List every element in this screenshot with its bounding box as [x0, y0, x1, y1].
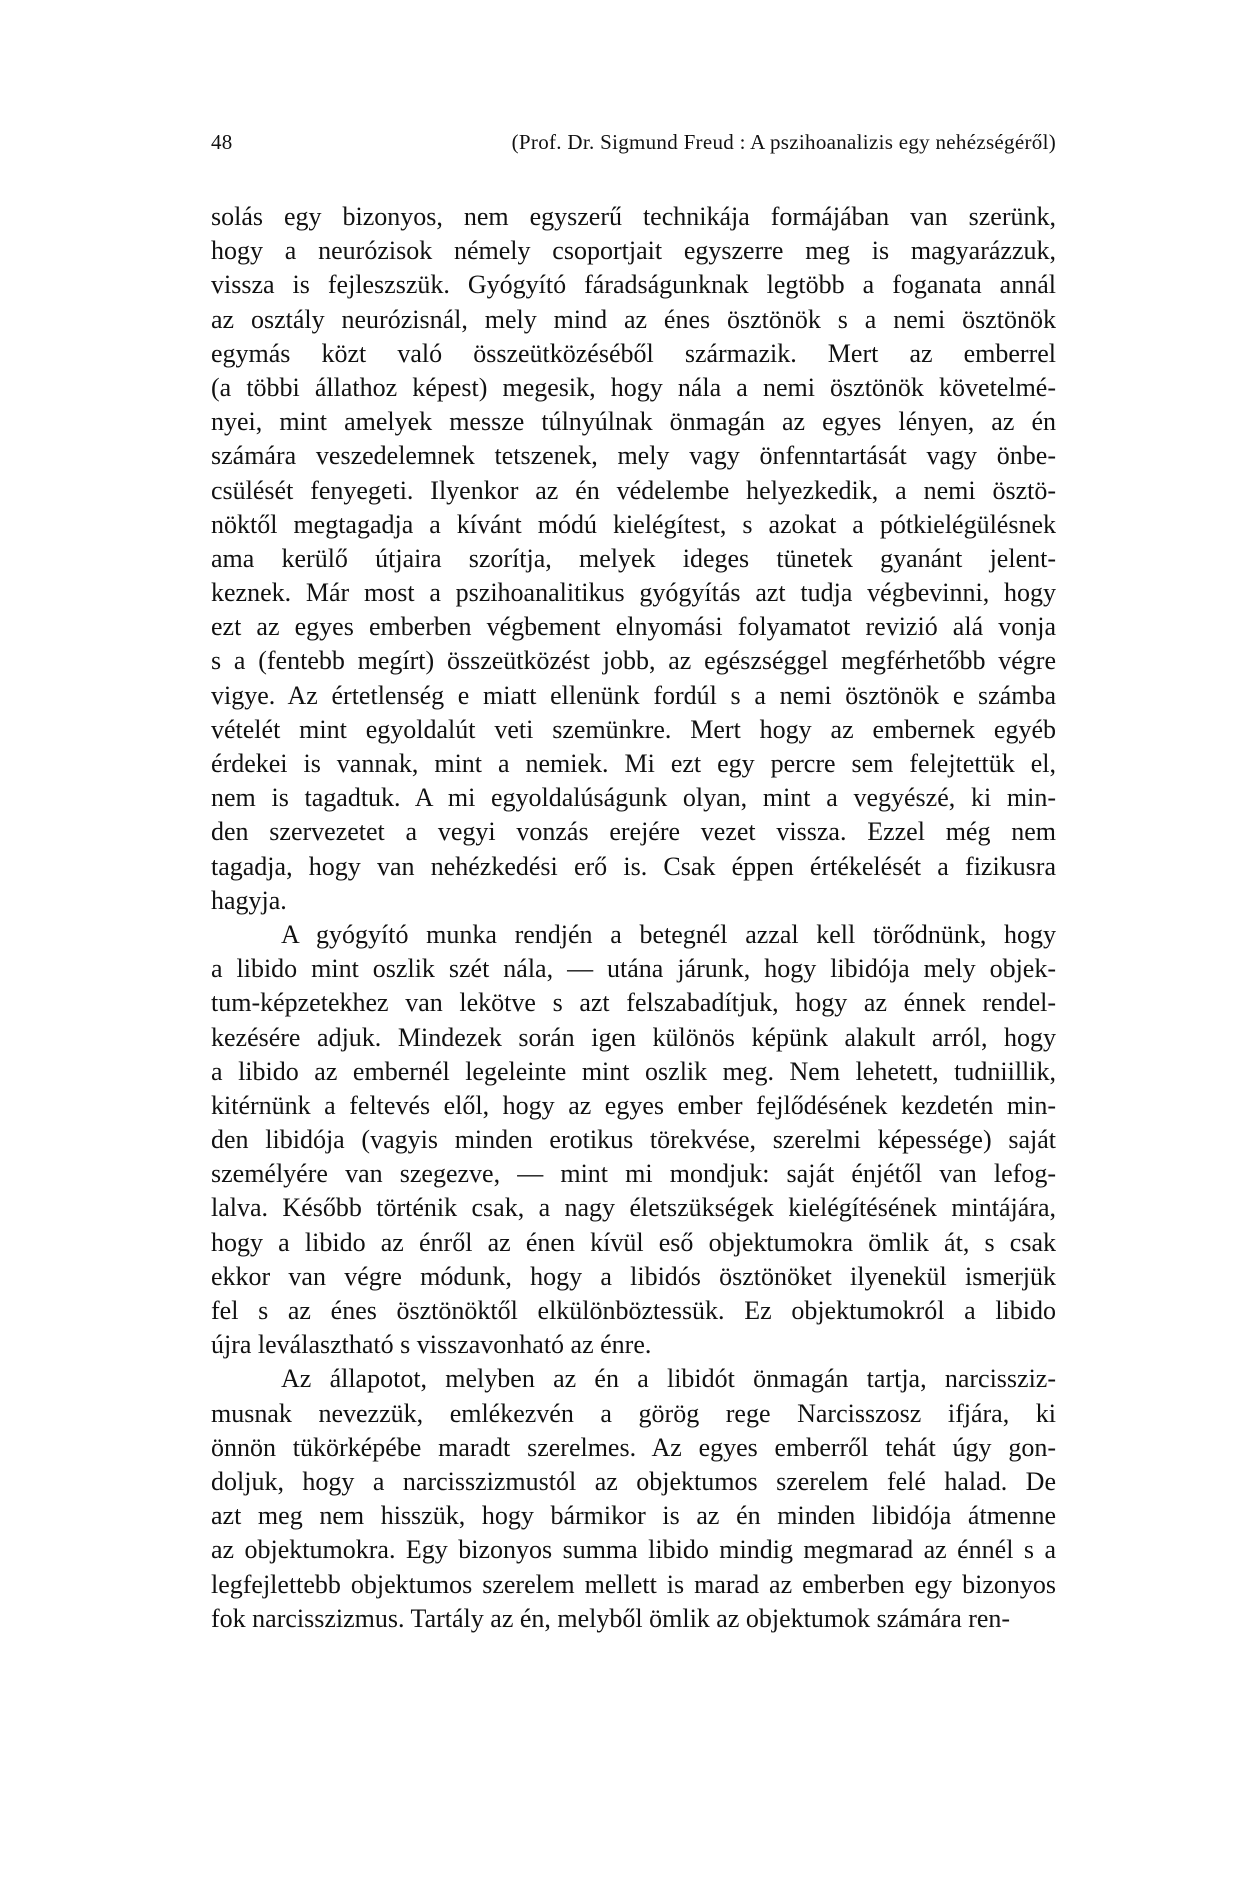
paragraph	[211, 918, 1056, 1362]
text-line: a libido mint oszlik szét nála, — utána járunk, hogy libidója mely objek-	[211, 954, 1056, 984]
text-line: legfejlettebb objektumos szerelem mellett is marad az emberben egy bizonyos	[211, 1569, 1056, 1599]
text-line: fok narcisszizmus. Tartály az én, melyből ömlik az objektumok számára ren-	[211, 1603, 1011, 1633]
text-line: keznek. Már most a pszihoanalitikus gyógyítás azt tudja végbevinni, hogy	[211, 578, 1056, 608]
text-line: azt meg nem hisszük, hogy bármikor is az én minden libidója átmenne	[211, 1501, 1056, 1531]
text-line: a libido az embernél legeleinte mint oszlik meg. Nem lehetett, tudniillik,	[211, 1056, 1056, 1086]
text-line: számára veszedelemnek tetszenek, mely vagy önfenntartását vagy önbe-	[211, 441, 1056, 471]
text-line: Az állapotot, melyben az én a libidót önmagán tartja, narcissziz-	[281, 1364, 1056, 1394]
text-line: solás egy bizonyos, nem egyszerű technikája formájában van szerünk,	[211, 202, 1056, 231]
text-line: s a (fentebb megírt) összeütközést jobb, az egészséggel megférhetőbb végre	[211, 646, 1056, 676]
text-line: kitérnünk a feltevés elől, hogy az egyes ember fejlődésének kezdetén min-	[211, 1090, 1056, 1120]
text-line: kezésére adjuk. Mindezek során igen különös képünk alakult arról, hogy	[211, 1022, 1056, 1052]
text-line: tagadja, hogy van nehézkedési erő is. Csak éppen értékelését a fizikusra	[211, 851, 1056, 881]
text-line: nyei, mint amelyek messze túlnyúlnak önmagán az egyes lényen, az én	[211, 407, 1056, 437]
text-line: nem is tagadtuk. A mi egyoldalúságunk olyan, mint a vegyészé, ki min-	[211, 783, 1056, 813]
text-line: den szervezetet a vegyi vonzás erejére vezet vissza. Ezzel még nem	[211, 817, 1056, 847]
text-line: érdekei is vannak, mint a nemiek. Mi ezt egy percre sem felejtettük el,	[211, 749, 1056, 778]
text-line: den libidója (vagyis minden erotikus törekvése, szerelmi képessége) saját	[211, 1125, 1056, 1155]
text-line: ezt az egyes emberben végbement elnyomási folyamatot revizió alá vonja	[211, 612, 1056, 642]
text-line: az osztály neurózisnál, mely mind az énes ösztönök s a nemi ösztönök	[211, 304, 1056, 334]
text-line: tum-képzetekhez van lekötve s azt felszabadítjuk, hogy az énnek rendel-	[211, 988, 1056, 1018]
text-line: egymás közt való összeütközéséből származik. Mert az emberrel	[211, 338, 1056, 368]
text-line: nöktől megtagadja a kívánt módú kielégítest, s azokat a pótkielégülésnek	[211, 509, 1056, 539]
text-line: ekkor van végre módunk, hogy a libidós ösztönöket ilyenekül ismerjük	[211, 1261, 1056, 1291]
text-line: ama kerülő útjaira szorítja, melyek ideges tünetek gyanánt jelent-	[211, 543, 1056, 573]
running-title: (Prof. Dr. Sigmund Freud : A pszihoanalizis egy nehézségéről)	[511, 130, 1056, 154]
text-line: vigye. Az értetlenség e miatt ellenünk fordúl s a nemi ösztönök e számba	[211, 680, 1056, 710]
text-line: musnak nevezzük, emlékezvén a görög rege Narcisszosz ifjára, ki	[211, 1398, 1056, 1428]
paragraph	[211, 1362, 1056, 1636]
page-header	[211, 130, 1056, 160]
text-line: újra leválasztható s visszavonható az énre.	[211, 1330, 652, 1360]
text-line: hogy a libido az énről az énen kívül eső objektumokra ömlik át, s csak	[211, 1227, 1056, 1257]
page-number: 48	[211, 130, 233, 154]
text-line: vissza is fejleszszük. Gyógyító fáradságunknak legtöbb a foganata annál	[211, 270, 1056, 300]
text-line: vételét mint egyoldalút veti szemünkre. Mert hogy az embernek egyéb	[211, 714, 1056, 744]
text-line: hagyja.	[211, 885, 287, 915]
body-text	[211, 200, 1056, 1636]
text-line: önnön tükörképébe maradt szerelmes. Az egyes emberről tehát úgy gon-	[211, 1432, 1056, 1462]
text-line: fel s az énes ösztönöktől elkülönböztessük. Ez objektumokról a libido	[211, 1296, 1056, 1325]
text-line: hogy a neurózisok némely csoportjait egyszerre meg is magyarázzuk,	[211, 236, 1056, 266]
text-line: (a többi állathoz képest) megesik, hogy nála a nemi ösztönök követelmé-	[211, 372, 1056, 402]
paragraph	[211, 200, 1056, 918]
text-line: doljuk, hogy a narcisszizmustól az objektumos szerelem felé halad. De	[211, 1466, 1056, 1496]
text-line: az objektumokra. Egy bizonyos summa libido mindig megmarad az énnél s a	[211, 1535, 1056, 1565]
text-line: személyére van szegezve, — mint mi mondjuk: saját énjétől van lefog-	[211, 1159, 1056, 1189]
text-line: csülését fenyegeti. Ilyenkor az én védelembe helyezkedik, a nemi ösztö-	[211, 475, 1056, 505]
text-line: A gyógyító munka rendjén a betegnél azzal kell törődnünk, hogy	[281, 919, 1056, 949]
text-line: lalva. Később történik csak, a nagy életszükségek kielégítésének mintájára,	[211, 1193, 1056, 1223]
